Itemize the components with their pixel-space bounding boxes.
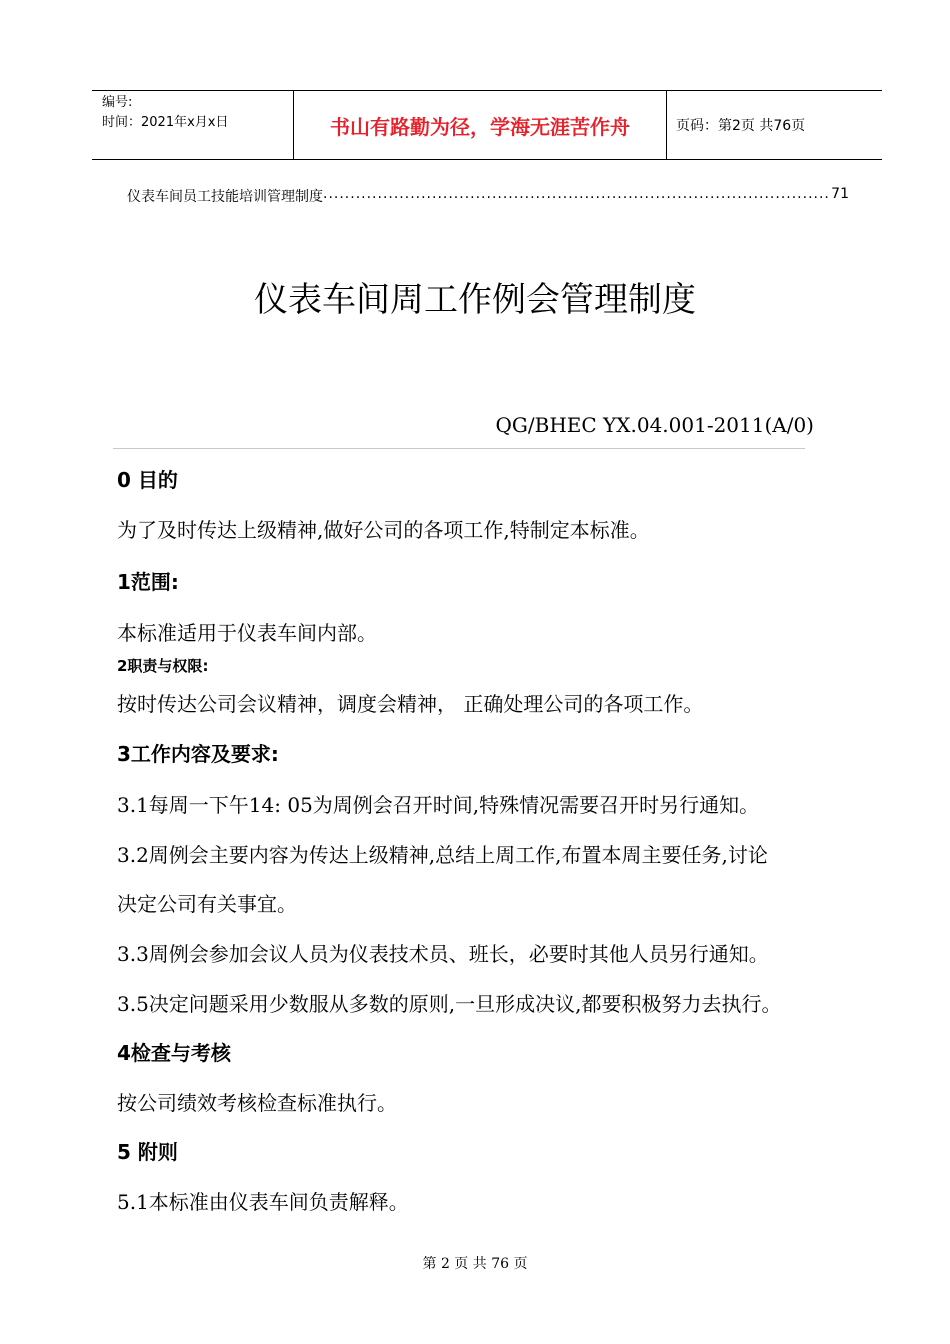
- section-2-text: 按时传达公司会议精神，调度会精神， 正确处理公司的各项工作。: [117, 692, 704, 716]
- header-meta: [102, 93, 228, 133]
- section-3-heading: 3工作内容及要求:: [117, 742, 279, 766]
- section-0-heading: 0 目的: [117, 468, 178, 492]
- toc-entry[interactable]: [127, 186, 849, 206]
- section-5-1: 5.1本标准由仪表车间负责解释。: [117, 1190, 409, 1214]
- section-0-text: 为了及时传达上级精神,做好公司的各项工作,特制定本标准。: [117, 518, 650, 542]
- header-motto: 书山有路勤为径，学海无涯苦作舟: [330, 114, 630, 139]
- section-1-text: 本标准适用于仪表车间内部。: [117, 621, 377, 645]
- section-2-heading: 2职责与权限:: [117, 657, 209, 675]
- toc-leader-dots: [323, 186, 831, 206]
- section-4-heading: 4检查与考核: [117, 1041, 231, 1065]
- section-3-3: 3.3周例会参加会议人员为仪表技术员、班长，必要时其他人员另行通知。: [117, 942, 769, 966]
- document-code: QG/BHEC YX.04.001-2011(A/0): [495, 413, 814, 437]
- header-page-info: 页码：第2页 共76页: [676, 118, 806, 134]
- header-rule: [113, 448, 805, 449]
- section-3-2-line1: 3.2周例会主要内容为传达上级精神,总结上周工作,布置本周主要任务,讨论: [117, 843, 768, 867]
- document-title: 仪表车间周工作例会管理制度: [254, 280, 696, 320]
- section-3-2-line2: 决定公司有关事宜。: [117, 892, 297, 916]
- section-5-heading: 5 附则: [117, 1140, 178, 1164]
- header-number-label: 编号:: [102, 95, 133, 110]
- header-time: 时间：2021年x月x日: [102, 115, 229, 130]
- section-1-heading: 1范围:: [117, 570, 179, 594]
- header-divider: [666, 91, 667, 159]
- section-4-text: 按公司绩效考核检查标准执行。: [117, 1091, 397, 1115]
- section-3-1: 3.1每周一下午14: 05为周例会召开时间,特殊情况需要召开时另行通知。: [117, 793, 760, 817]
- page-footer: 第 2 页 共 76 页: [422, 1256, 528, 1272]
- toc-entry-title: 仪表车间员工技能培训管理制度: [127, 189, 323, 205]
- toc-entry-page: 71: [831, 186, 849, 202]
- section-3-5: 3.5决定问题采用少数服从多数的原则,一旦形成决议,都要积极努力去执行。: [117, 992, 782, 1016]
- page-header: [92, 90, 882, 160]
